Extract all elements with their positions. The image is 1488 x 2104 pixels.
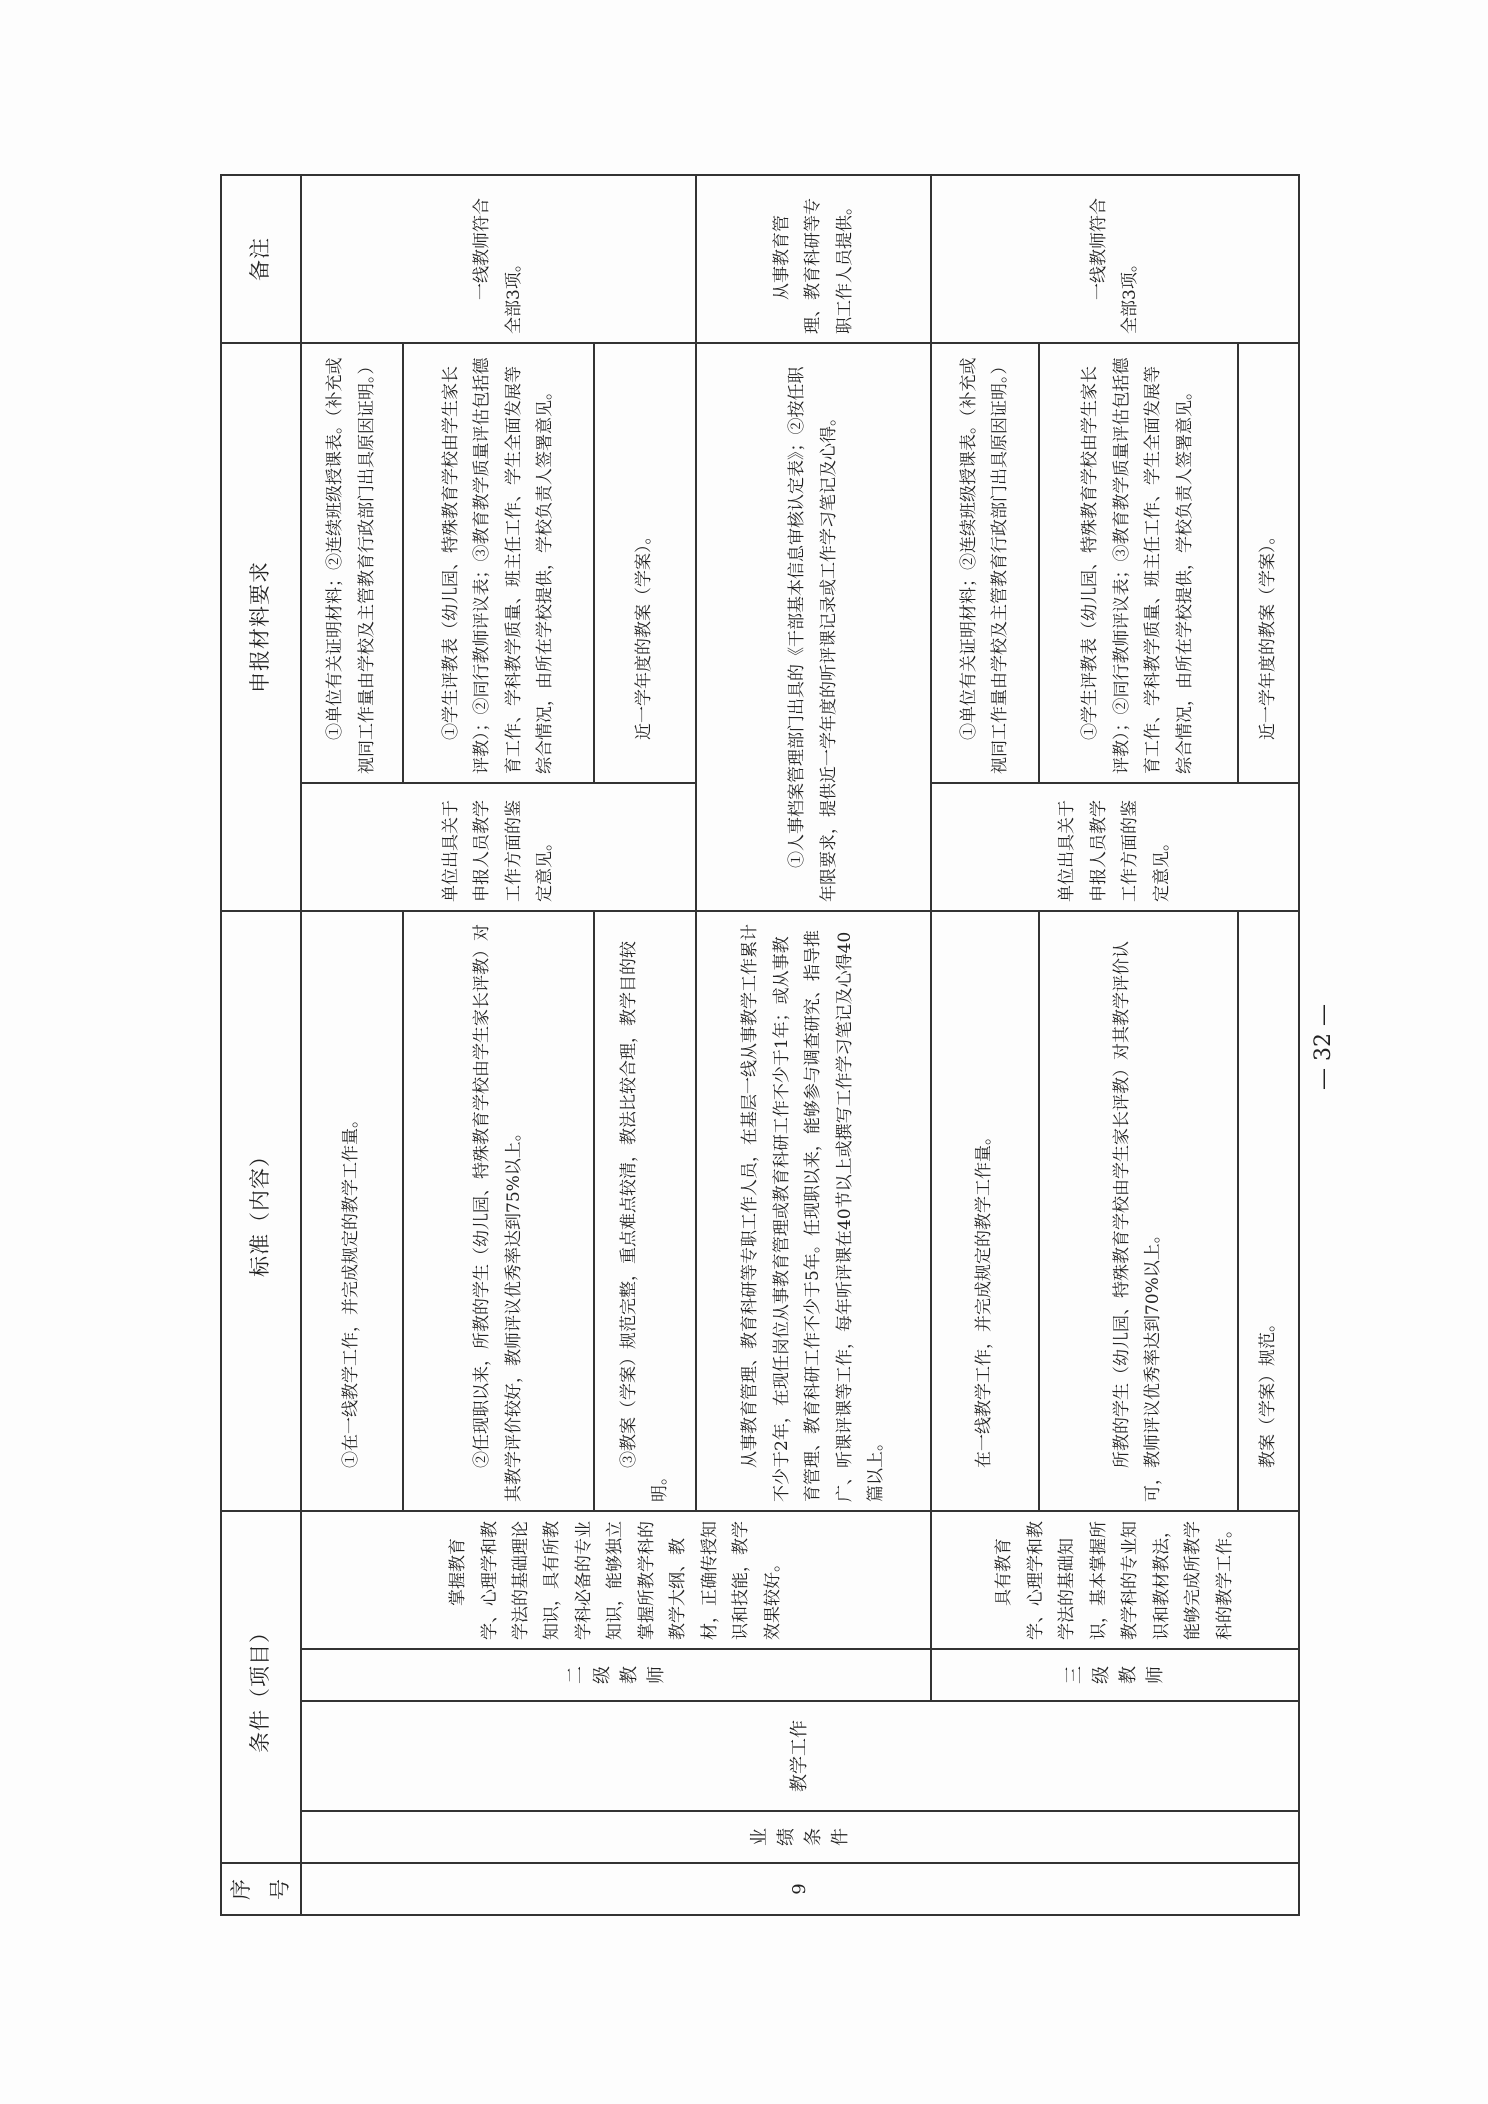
level3-standard-2: 所教的学生（幼儿园、特殊教育学校由学生家长评教）对其教学评价认可，教师评议优秀率达到70%以上。	[1039, 911, 1239, 1511]
level2-standard-1: ①在一线教学工作，并完成规定的教学工作量。	[301, 911, 403, 1511]
level2-description: 掌握教育学、心理学和教学法的基础理论知识，具有所教学科必备的专业知识，能够独立掌握所教学科的教学大纲、教材，正确传授知识和技能，教学效果较好。	[301, 1511, 932, 1649]
seq-number: 9	[301, 1863, 1299, 1915]
level2-unit-label: 单位出具关于申报人员教学工作方面的鉴定意见。	[301, 783, 697, 911]
project-label: 教学工作	[301, 1701, 1299, 1811]
level2-note-1: 一线教师符合全部3项。	[301, 175, 697, 343]
header-remarks: 备注	[221, 175, 301, 343]
criteria-table	[220, 174, 1300, 1916]
level2-row-1	[301, 175, 403, 1915]
level3-row-1	[931, 175, 1038, 1915]
level3-standard-3: 教案（学案）规范。	[1238, 911, 1299, 1511]
level2-material-1: ①单位有关证明材料；②连续班级授课表。（补充或视同工作量由学校及主管教育行政部门出具原因证明。）	[301, 343, 403, 783]
level3-note-1: 一线教师符合全部3项。	[931, 175, 1299, 343]
level3-material-3: 近一学年度的教案（学案）。	[1238, 343, 1299, 783]
level3-material-1: ①单位有关证明材料；②连续班级授课表。（补充或视同工作量由学校及主管教育行政部门出具原因证明。）	[931, 343, 1038, 783]
level2-standard-4: 从事教育管理、教育科研等专职工作人员，在基层一线从事教学工作累计不少于2年，在现任岗位从事教育管理或教育科研工作不少于1年；或从事教育管理、教育科研工作不少于5年。任现职以来，能够参与调查研究、指导推广、听课评课等工作，每年听评课在40节以上或撰写工作学习笔记及心得40篇以上。	[696, 911, 931, 1511]
level2-label: 二 级 教 师	[301, 1649, 932, 1701]
level2-note-2: 从事教育管理、教育科研等专职工作人员提供。	[696, 175, 931, 343]
header-standard: 标准（内容）	[221, 911, 301, 1511]
level2-material-3: 近一学年度的教案（学案）。	[594, 343, 696, 783]
level3-label: 三 级 教 师	[931, 1649, 1299, 1701]
rotated-table-sheet	[220, 176, 1300, 1916]
level3-unit-label: 单位出具关于申报人员教学工作方面的鉴定意见。	[931, 783, 1299, 911]
page-number: — 32 —	[1311, 1004, 1336, 1090]
header-condition: 条件（项目）	[221, 1511, 301, 1863]
level2-standard-3: ③教案（学案）规范完整，重点难点较清，教法比较合理，教学目的较明。	[594, 911, 696, 1511]
level3-material-2: ①学生评教表（幼儿园、特殊教育学校由学生家长评教）；②同行教师评议表；③教育教学质量评估包括德育工作、学科教学质量、班主任工作、学生全面发展等综合情况，由所在学校提供，学校负责人签署意见。	[1039, 343, 1239, 783]
header-row	[221, 175, 301, 1915]
header-materials: 申报材料要求	[221, 343, 301, 911]
level3-description: 具有教育学、心理学和教学法的基础知识，基本掌握所教学科的专业知识和教材教法，能够完成所教学科的教学工作。	[931, 1511, 1299, 1649]
level2-material-4: ①人事档案管理部门出具的《干部基本信息审核认定表》；②按任职年限要求，提供近一学年度的听评课记录或工作学习笔记及心得。	[696, 343, 931, 911]
level3-standard-1: 在一线教学工作，并完成规定的教学工作量。	[931, 911, 1038, 1511]
header-seq: 序号	[221, 1863, 301, 1915]
level2-standard-2: ②任现职以来，所教的学生（幼儿园、特殊教育学校由学生家长评教）对其教学评价较好，教师评议优秀率达到75%以上。	[403, 911, 594, 1511]
level2-material-2: ①学生评教表（幼儿园、特殊教育学校由学生家长评教）；②同行教师评议表；③教育教学质量评估包括德育工作、学科教学质量、班主任工作、学生全面发展等综合情况，由所在学校提供，学校负责人签署意见。	[403, 343, 594, 783]
category-label: 业 绩 条 件	[301, 1811, 1299, 1863]
